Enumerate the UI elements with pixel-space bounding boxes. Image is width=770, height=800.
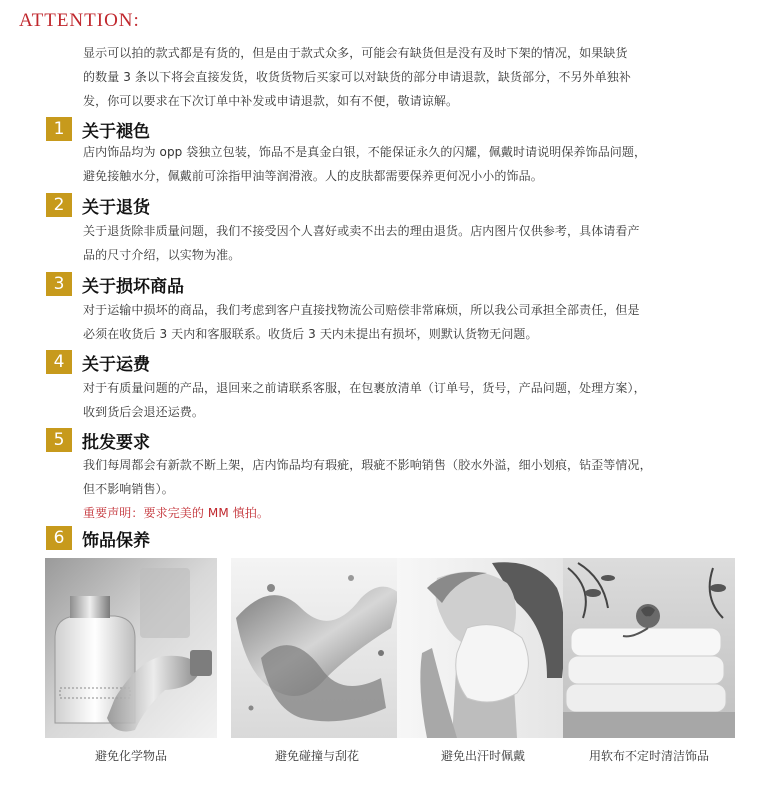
- section-title: 饰品保养: [82, 530, 150, 551]
- care-caption: 用软布不定时清洁饰品: [588, 749, 709, 763]
- section-title: 关于损坏商品: [82, 276, 184, 297]
- section-3-header: [46, 272, 184, 296]
- section-title: 关于褪色: [82, 121, 150, 142]
- woman-towel-photo: [397, 558, 569, 738]
- section-5-body: [83, 453, 708, 525]
- section-5-header: [46, 428, 150, 452]
- important-notice: 重要声明：要求完美的 MM 慎拍。: [83, 506, 270, 520]
- perfume-bottles-photo: [45, 558, 217, 738]
- section-title: 关于运费: [82, 354, 150, 375]
- section-2-body: [83, 219, 708, 267]
- section-line: 避免接触水分，佩戴前可涂指甲油等润滑液。人的皮肤都需要保养更何况小小的饰品。: [83, 169, 543, 183]
- section-number-badge: 2: [46, 193, 72, 217]
- notice-line: 显示可以拍的款式都是有货的，但是由于款式众多，可能会有缺货但是没有及时下架的情况，如果缺货: [83, 46, 628, 60]
- folded-towels-rose-photo: [563, 558, 735, 738]
- section-line: 对于有质量问题的产品，退回来之前请联系客服，在包裹放清单（订单号，货号，产品问题，处理方案），: [83, 381, 646, 395]
- section-3-body: [83, 298, 708, 346]
- section-2-header: [46, 193, 150, 217]
- section-title: 批发要求: [82, 432, 150, 453]
- section-line: 收到货后会退还运费。: [83, 405, 205, 419]
- section-4-body: [83, 376, 708, 424]
- care-caption: 避免碰撞与刮花: [274, 749, 359, 763]
- section-number-badge: 5: [46, 428, 72, 452]
- section-6-header: [46, 526, 150, 550]
- notice-line: 的数量 3 条以下将会直接发货，收货货物后买家可以对缺货的部分申请退款，缺货部分，不另外单独补: [83, 70, 631, 84]
- section-4-header: [46, 350, 150, 374]
- care-caption: 避免化学物品: [94, 749, 167, 763]
- notice-paragraph: [83, 41, 708, 113]
- section-number-badge: 4: [46, 350, 72, 374]
- attention-title: ATTENTION:: [19, 10, 140, 31]
- notice-line: 发，你可以要求在下次订单中补发或申请退款，如有不便，敬请谅解。: [83, 94, 459, 108]
- section-title: 关于退货: [82, 197, 150, 218]
- section-line: 对于运输中损坏的商品，我们考虑到客户直接找物流公司赔偿非常麻烦，所以我公司承担全部责任，但是: [83, 303, 640, 317]
- section-line: 但不影响销售）。: [83, 482, 174, 496]
- section-line: 关于退货除非质量问题，我们不接受因个人喜好或卖不出去的理由退货。店内图片仅供参考，具体请看产: [83, 224, 640, 238]
- section-1-header: [46, 117, 150, 141]
- section-1-body: [83, 140, 708, 188]
- section-line: 必须在收货后 3 天内和客服联系。收货后 3 天内未提出有损坏，则默认货物无问题。: [83, 327, 538, 341]
- section-line: 店内饰品均为 opp 袋独立包装，饰品不是真金白银，不能保证永久的闪耀，佩戴时请说明保养饰品问题，: [83, 145, 647, 159]
- section-number-badge: 3: [46, 272, 72, 296]
- section-line: 我们每周都会有新款不断上架，店内饰品均有瑕疵，瑕疵不影响销售（胶水外溢，细小划痕，钻歪等情况，: [83, 458, 652, 472]
- care-caption: 避免出汗时佩戴: [440, 749, 525, 763]
- water-splash-photo: [231, 558, 403, 738]
- section-line: 品的尺寸介绍，以实物为准。: [83, 248, 241, 262]
- section-number-badge: 1: [46, 117, 72, 141]
- section-number-badge: 6: [46, 526, 72, 550]
